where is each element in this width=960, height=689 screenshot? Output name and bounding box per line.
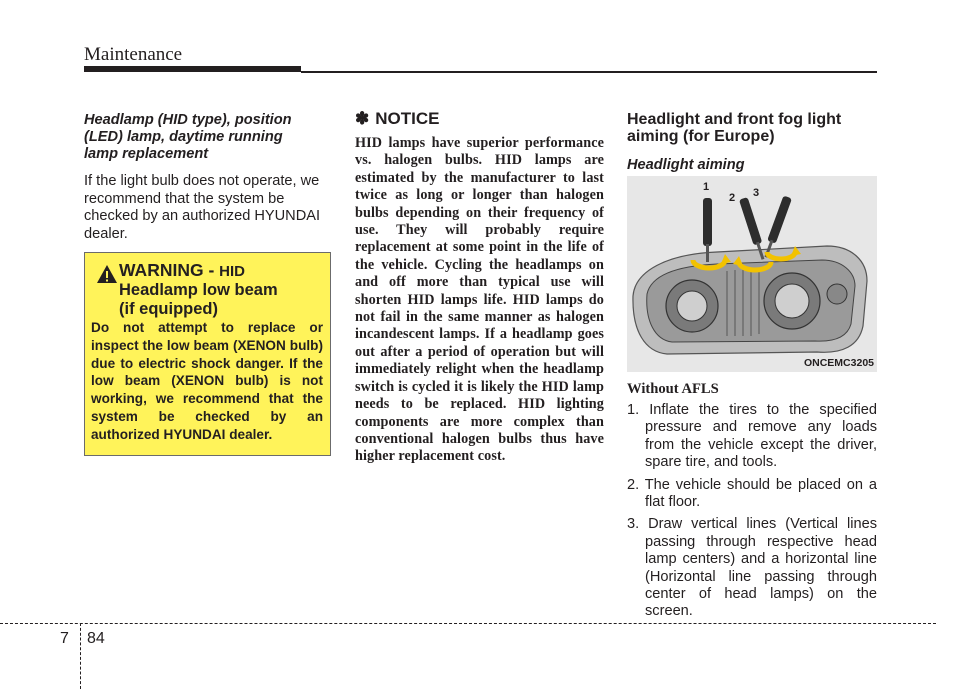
notice-body: HID lamps have superior performance vs. halogen bulbs. HID lamps are estimated by the manufacturer to last twice as long or longer than halogen bulbs depending on their frequency of use. They will probably require replacement at some point in the life of the vehicle. Cycling the headlamps on and off more than typical use will shorten HID lamps life. HID lamps do not fail in the same manner as halogen incandescent lamps. If a headlamp goes out after a period of operation but will immediately relight when the headlamp switch is cycled it is likely the HID lamp needs to be replaced. HID lighting components are more complex than conventional halogen bulbs thus have higher replacement cost. <box>355 135 604 465</box>
warning-title <box>119 261 324 319</box>
without-afls-heading: Without AFLS <box>627 381 719 397</box>
footer-dashed-rule <box>0 623 936 624</box>
warning-body: Do not attempt to replace or inspect the low beam (XENON bulb) due to electric shock danger. If the low beam (XENON bulb) is not working, we recommend that the system be checked by an authorized HYUNDAI dealer. <box>91 320 323 442</box>
notice-heading <box>355 109 604 129</box>
warning-triangle-icon <box>96 264 118 284</box>
headlight-aiming-subheading: Headlight aiming <box>627 157 745 173</box>
figure-label-2: 2 <box>729 192 736 204</box>
warning-box <box>84 252 331 456</box>
figure-label-3: 3 <box>753 187 760 199</box>
footer-vertical-dashed-rule <box>80 623 81 689</box>
aiming-instructions <box>627 381 877 626</box>
headlamp-replacement-heading <box>84 112 333 163</box>
notice-title: NOTICE <box>375 109 440 128</box>
aiming-heading-line-2: aiming (for Europe) <box>627 128 775 145</box>
warning-title-line-3: (if equipped) <box>119 300 218 318</box>
headlamp-replacement-body: If the light bulb does not operate, we recommend that the system be checked by an authorized HYUNDAI dealer. <box>84 173 321 242</box>
heading-line-2: (LED) lamp, daytime running <box>84 129 283 145</box>
heading-line-1: Headlamp (HID type), position <box>84 112 292 128</box>
section-title: Maintenance <box>84 44 183 65</box>
headlamp-figure <box>627 176 877 372</box>
header-rule-thick <box>84 66 301 72</box>
notice-column <box>355 109 604 466</box>
aiming-heading-line-1: Headlight and front fog light <box>627 111 842 128</box>
warning-title-line-2: Headlamp low beam <box>119 281 278 299</box>
headlamp-illustration <box>627 176 877 372</box>
figure-code: ONCEMC3205 <box>803 357 874 369</box>
warning-label-suffix: HID <box>219 263 245 280</box>
page-number: 84 <box>87 630 105 647</box>
right-column-heading <box>627 111 877 173</box>
chapter-number: 7 <box>60 630 69 647</box>
step-3: 3. Draw vertical lines (Vertical lines passing through respective head lamp centers) and a horizontal line (Horizontal line passing through center of head lamps) on the screen. <box>627 516 877 620</box>
step-2: 2. The vehicle should be placed on a flat floor. <box>627 476 877 511</box>
aiming-heading <box>627 111 877 145</box>
warning-label: WARNING - <box>119 260 220 280</box>
notice-symbol-icon: ✽ <box>355 109 370 128</box>
left-column <box>84 112 333 243</box>
step-1: 1. Inflate the tires to the specified pressure and remove any loads from the vehicle except the driver, spare tire, and tools. <box>627 402 877 471</box>
header-rule-thin <box>301 71 877 73</box>
figure-label-1: 1 <box>703 181 710 193</box>
heading-line-3: lamp replacement <box>84 146 209 162</box>
